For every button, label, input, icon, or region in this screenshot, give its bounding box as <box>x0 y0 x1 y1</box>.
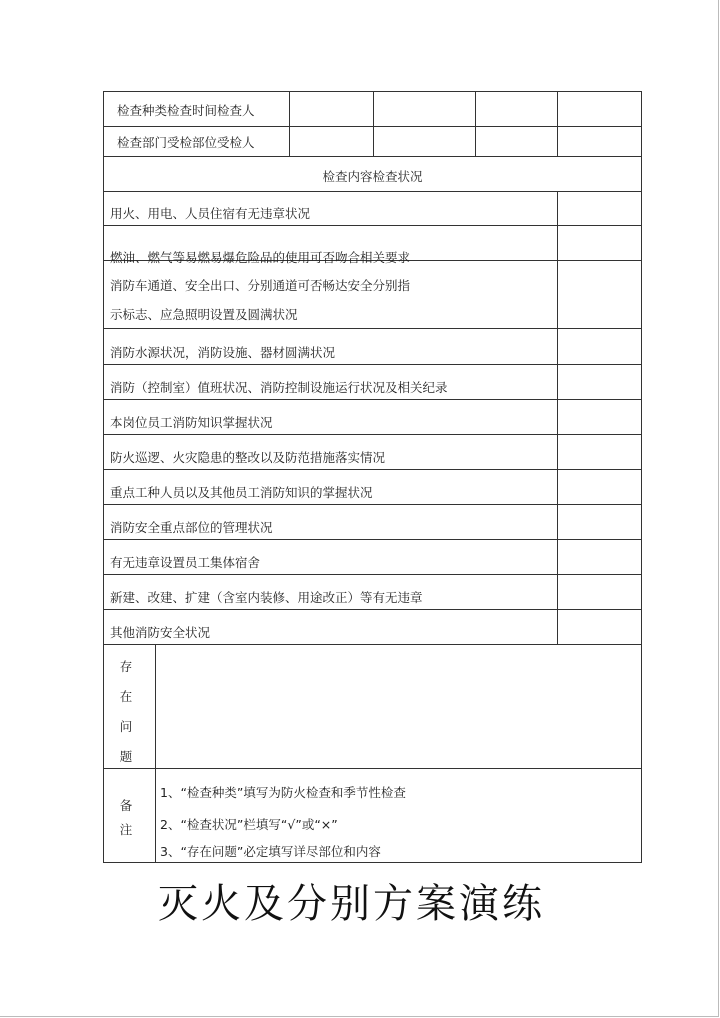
column-divider <box>475 92 476 126</box>
status-column-divider <box>557 610 558 644</box>
check-item-text: 燃油、燃气等易燃易爆危险品的使用可否吻合相关要求 <box>110 250 411 265</box>
check-item-text: 消防（控制室）值班状况、消防控制设施运行状况及相关纪录 <box>110 380 448 395</box>
check-item-text: 消防水源状况，消防设施、器材圆满状况 <box>110 345 336 360</box>
column-divider <box>373 127 374 156</box>
check-item-text: 其他消防安全状况 <box>110 625 211 640</box>
check-item-row <box>103 192 642 226</box>
content-header-label: 检查内容检查状况 <box>322 169 423 184</box>
check-item-row <box>103 610 642 645</box>
column-divider <box>289 127 290 156</box>
check-item-row <box>103 575 642 610</box>
problems-label-char: 问 <box>119 719 133 734</box>
fire-inspection-form <box>103 91 642 863</box>
problems-label-char: 题 <box>119 749 133 764</box>
status-column-divider <box>557 226 558 260</box>
problems-row <box>103 645 642 769</box>
check-item-text: 用火、用电、人员住宿有无违章状况 <box>110 206 311 221</box>
check-item-text: 防火巡逻、火灾隐患的整改以及防范措施落实情况 <box>110 450 386 465</box>
remarks-row <box>103 769 642 863</box>
check-item-text: 本岗位员工消防知识掌握状况 <box>110 415 273 430</box>
label-column-divider <box>155 769 156 862</box>
column-divider <box>289 92 290 126</box>
check-item-row <box>103 365 642 400</box>
column-divider <box>557 127 558 156</box>
check-item-text: 新建、改建、扩建（含室内装修、用途改正）等有无违章 <box>110 590 423 605</box>
remark-note: 2、“检查状况”栏填写“√”或“×” <box>160 817 338 832</box>
check-item-row <box>103 329 642 365</box>
label-column-divider <box>155 645 156 768</box>
status-column-divider <box>557 365 558 399</box>
column-divider <box>373 92 374 126</box>
check-item-row <box>103 540 642 575</box>
check-item-row <box>103 470 642 505</box>
status-column-divider <box>557 435 558 469</box>
status-column-divider <box>557 329 558 364</box>
check-item-row <box>103 435 642 470</box>
status-column-divider <box>557 470 558 504</box>
remark-note: 3、“存在问题”必定填写详尽部位和内容 <box>160 844 381 859</box>
column-divider <box>557 92 558 126</box>
section-title: 灭火及分别方案演练 <box>158 881 545 927</box>
check-item-text: 消防车通道、安全出口、分别通道可否畅达安全分别指 <box>110 278 411 293</box>
check-item-row <box>103 505 642 540</box>
status-column-divider <box>557 540 558 574</box>
remark-note: 1、“检查种类”填写为防火检查和季节性检查 <box>160 785 406 800</box>
status-column-divider <box>557 505 558 539</box>
check-item-row <box>103 226 642 265</box>
header-row-inspection-dept <box>103 127 642 157</box>
header-row-inspection-type <box>103 91 642 127</box>
status-column-divider <box>557 192 558 225</box>
content-header-row <box>103 157 642 192</box>
status-column-divider <box>557 400 558 434</box>
remarks-label-char: 备 <box>119 798 133 813</box>
check-item-text: 消防安全重点部位的管理状况 <box>110 520 273 535</box>
header-label-inspection-type: 检查种类检查时间检查人 <box>117 103 255 118</box>
status-column-divider <box>557 261 558 328</box>
problems-label-char: 存 <box>119 659 133 674</box>
column-divider <box>475 127 476 156</box>
check-item-text: 重点工种人员以及其他员工消防知识的掌握状况 <box>110 485 373 500</box>
check-item-text: 有无违章设置员工集体宿舍 <box>110 555 261 570</box>
status-column-divider <box>557 575 558 609</box>
problems-label-char: 在 <box>119 689 133 704</box>
check-item-row <box>103 261 642 329</box>
check-item-text: 示标志、应急照明设置及圆满状况 <box>110 307 298 322</box>
remarks-label-char: 注 <box>119 822 133 837</box>
header-label-inspection-dept: 检查部门受检部位受检人 <box>117 135 255 150</box>
check-item-row <box>103 400 642 435</box>
